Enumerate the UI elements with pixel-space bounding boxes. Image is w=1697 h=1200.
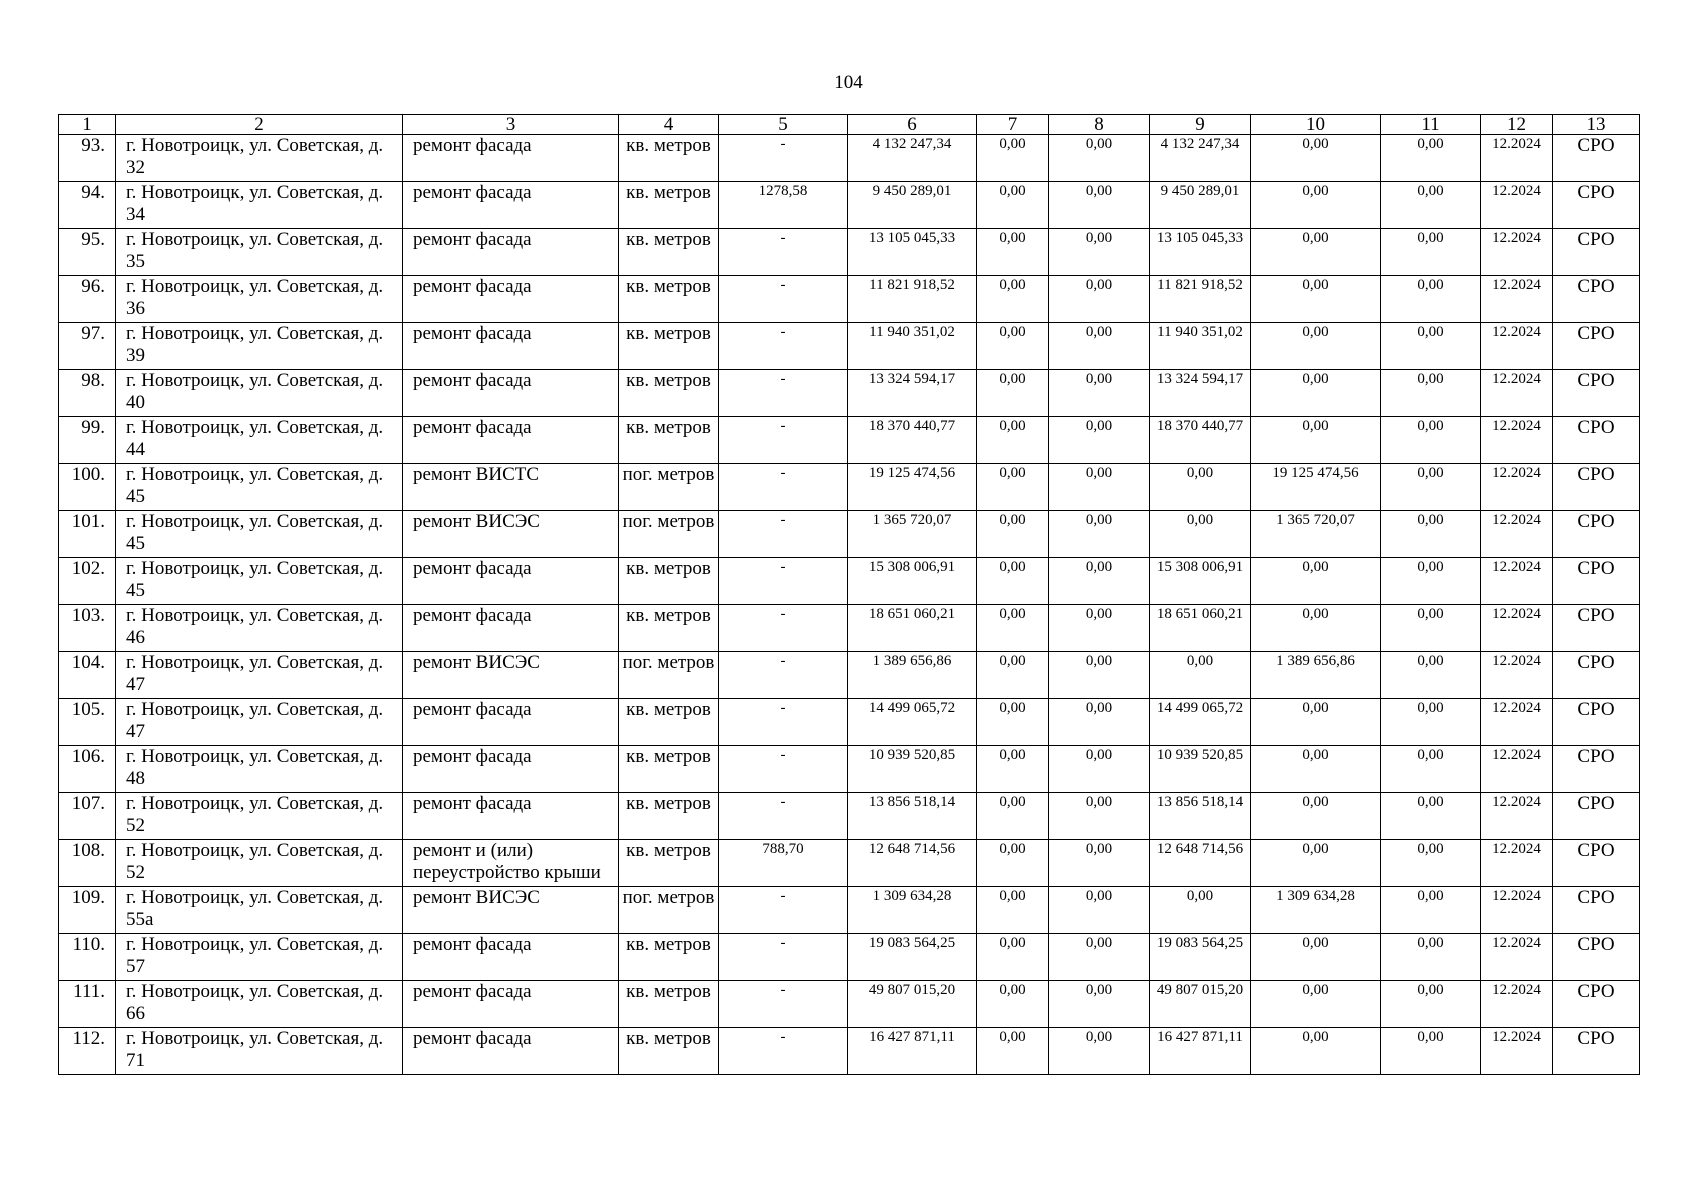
cost-col-11-cell: 0,00: [1381, 558, 1481, 605]
cost-col-8-cell: 0,00: [1049, 370, 1150, 417]
cost-col-7-cell: 0,00: [977, 605, 1049, 652]
funding-source-cell: СРО: [1553, 699, 1640, 746]
completion-date-cell: 12.2024: [1481, 887, 1553, 934]
row-number-cell: 97.: [59, 323, 116, 370]
volume-cell: -: [719, 370, 848, 417]
cost-col-9-cell: 0,00: [1150, 511, 1251, 558]
cost-col-10-cell: 1 389 656,86: [1251, 652, 1381, 699]
address-cell: г. Новотроицк, ул. Советская, д. 34: [116, 182, 403, 229]
unit-cell: кв. метров: [619, 699, 719, 746]
cost-col-11-cell: 0,00: [1381, 323, 1481, 370]
cost-col-7-cell: 0,00: [977, 558, 1049, 605]
row-number-cell: 99.: [59, 417, 116, 464]
cost-col-7-cell: 0,00: [977, 652, 1049, 699]
row-number-cell: 98.: [59, 370, 116, 417]
funding-source-cell: СРО: [1553, 981, 1640, 1028]
total-cost-cell: 9 450 289,01: [848, 182, 977, 229]
completion-date-cell: 12.2024: [1481, 605, 1553, 652]
unit-cell: кв. метров: [619, 934, 719, 981]
total-cost-cell: 19 083 564,25: [848, 934, 977, 981]
row-number-cell: 100.: [59, 464, 116, 511]
completion-date-cell: 12.2024: [1481, 840, 1553, 887]
row-number-cell: 109.: [59, 887, 116, 934]
table-row: [59, 229, 1640, 276]
funding-source-cell: СРО: [1553, 887, 1640, 934]
cost-col-11-cell: 0,00: [1381, 652, 1481, 699]
unit-cell: кв. метров: [619, 370, 719, 417]
row-number-cell: 105.: [59, 699, 116, 746]
cost-col-11-cell: 0,00: [1381, 840, 1481, 887]
volume-cell: 1278,58: [719, 182, 848, 229]
row-number-cell: 112.: [59, 1028, 116, 1075]
table-row: [59, 511, 1640, 558]
cost-col-7-cell: 0,00: [977, 840, 1049, 887]
cost-col-7-cell: 0,00: [977, 276, 1049, 323]
cost-col-8-cell: 0,00: [1049, 652, 1150, 699]
repair-schedule-table: [58, 114, 1640, 1075]
cost-col-8-cell: 0,00: [1049, 981, 1150, 1028]
table-row: [59, 417, 1640, 464]
funding-source-cell: СРО: [1553, 276, 1640, 323]
cost-col-8-cell: 0,00: [1049, 1028, 1150, 1075]
cost-col-10-cell: 19 125 474,56: [1251, 464, 1381, 511]
address-cell: г. Новотроицк, ул. Советская, д. 45: [116, 464, 403, 511]
column-header: 13: [1553, 115, 1640, 135]
unit-cell: кв. метров: [619, 229, 719, 276]
table-row: [59, 793, 1640, 840]
column-header: 3: [403, 115, 619, 135]
cost-col-11-cell: 0,00: [1381, 1028, 1481, 1075]
cost-col-9-cell: 0,00: [1150, 652, 1251, 699]
table-row: [59, 464, 1640, 511]
volume-cell: -: [719, 887, 848, 934]
funding-source-cell: СРО: [1553, 840, 1640, 887]
total-cost-cell: 14 499 065,72: [848, 699, 977, 746]
funding-source-cell: СРО: [1553, 746, 1640, 793]
cost-col-11-cell: 0,00: [1381, 464, 1481, 511]
cost-col-9-cell: 10 939 520,85: [1150, 746, 1251, 793]
table-row: [59, 887, 1640, 934]
unit-cell: кв. метров: [619, 1028, 719, 1075]
cost-col-9-cell: 9 450 289,01: [1150, 182, 1251, 229]
work-type-cell: ремонт фасада: [403, 370, 619, 417]
address-cell: г. Новотроицк, ул. Советская, д. 35: [116, 229, 403, 276]
unit-cell: пог. метров: [619, 652, 719, 699]
total-cost-cell: 49 807 015,20: [848, 981, 977, 1028]
volume-cell: -: [719, 558, 848, 605]
cost-col-9-cell: 11 821 918,52: [1150, 276, 1251, 323]
cost-col-9-cell: 19 083 564,25: [1150, 934, 1251, 981]
funding-source-cell: СРО: [1553, 934, 1640, 981]
volume-cell: -: [719, 652, 848, 699]
funding-source-cell: СРО: [1553, 558, 1640, 605]
volume-cell: -: [719, 605, 848, 652]
cost-col-8-cell: 0,00: [1049, 417, 1150, 464]
completion-date-cell: 12.2024: [1481, 417, 1553, 464]
volume-cell: -: [719, 511, 848, 558]
table-body: [59, 115, 1640, 1075]
cost-col-10-cell: 0,00: [1251, 182, 1381, 229]
table-row: [59, 135, 1640, 182]
volume-cell: -: [719, 1028, 848, 1075]
cost-col-11-cell: 0,00: [1381, 511, 1481, 558]
work-type-cell: ремонт и (или) переустройство крыши: [403, 840, 619, 887]
completion-date-cell: 12.2024: [1481, 276, 1553, 323]
completion-date-cell: 12.2024: [1481, 558, 1553, 605]
cost-col-9-cell: 14 499 065,72: [1150, 699, 1251, 746]
completion-date-cell: 12.2024: [1481, 699, 1553, 746]
cost-col-7-cell: 0,00: [977, 229, 1049, 276]
total-cost-cell: 18 370 440,77: [848, 417, 977, 464]
cost-col-8-cell: 0,00: [1049, 511, 1150, 558]
funding-source-cell: СРО: [1553, 464, 1640, 511]
completion-date-cell: 12.2024: [1481, 652, 1553, 699]
total-cost-cell: 13 856 518,14: [848, 793, 977, 840]
total-cost-cell: 18 651 060,21: [848, 605, 977, 652]
work-type-cell: ремонт фасада: [403, 699, 619, 746]
cost-col-8-cell: 0,00: [1049, 605, 1150, 652]
address-cell: г. Новотроицк, ул. Советская, д. 57: [116, 934, 403, 981]
work-type-cell: ремонт фасада: [403, 558, 619, 605]
total-cost-cell: 1 389 656,86: [848, 652, 977, 699]
cost-col-9-cell: 11 940 351,02: [1150, 323, 1251, 370]
cost-col-10-cell: 0,00: [1251, 135, 1381, 182]
cost-col-11-cell: 0,00: [1381, 276, 1481, 323]
cost-col-10-cell: 1 309 634,28: [1251, 887, 1381, 934]
cost-col-7-cell: 0,00: [977, 323, 1049, 370]
cost-col-11-cell: 0,00: [1381, 746, 1481, 793]
column-header: 11: [1381, 115, 1481, 135]
completion-date-cell: 12.2024: [1481, 1028, 1553, 1075]
unit-cell: кв. метров: [619, 323, 719, 370]
cost-col-9-cell: 0,00: [1150, 464, 1251, 511]
completion-date-cell: 12.2024: [1481, 511, 1553, 558]
cost-col-9-cell: 12 648 714,56: [1150, 840, 1251, 887]
completion-date-cell: 12.2024: [1481, 746, 1553, 793]
column-number-header-row: [59, 115, 1640, 135]
cost-col-11-cell: 0,00: [1381, 417, 1481, 464]
cost-col-10-cell: 0,00: [1251, 699, 1381, 746]
work-type-cell: ремонт фасада: [403, 182, 619, 229]
address-cell: г. Новотроицк, ул. Советская, д. 36: [116, 276, 403, 323]
unit-cell: пог. метров: [619, 887, 719, 934]
completion-date-cell: 12.2024: [1481, 135, 1553, 182]
completion-date-cell: 12.2024: [1481, 323, 1553, 370]
volume-cell: -: [719, 793, 848, 840]
cost-col-8-cell: 0,00: [1049, 699, 1150, 746]
cost-col-8-cell: 0,00: [1049, 887, 1150, 934]
cost-col-9-cell: 0,00: [1150, 887, 1251, 934]
work-type-cell: ремонт ВИСЭС: [403, 511, 619, 558]
volume-cell: -: [719, 699, 848, 746]
volume-cell: -: [719, 417, 848, 464]
total-cost-cell: 13 105 045,33: [848, 229, 977, 276]
table-row: [59, 182, 1640, 229]
work-type-cell: ремонт фасада: [403, 276, 619, 323]
cost-col-7-cell: 0,00: [977, 417, 1049, 464]
cost-col-11-cell: 0,00: [1381, 229, 1481, 276]
cost-col-10-cell: 0,00: [1251, 558, 1381, 605]
work-type-cell: ремонт ВИСТС: [403, 464, 619, 511]
table-row: [59, 746, 1640, 793]
row-number-cell: 104.: [59, 652, 116, 699]
cost-col-8-cell: 0,00: [1049, 135, 1150, 182]
work-type-cell: ремонт фасада: [403, 746, 619, 793]
cost-col-7-cell: 0,00: [977, 182, 1049, 229]
funding-source-cell: СРО: [1553, 417, 1640, 464]
unit-cell: пог. метров: [619, 464, 719, 511]
column-header: 8: [1049, 115, 1150, 135]
cost-col-11-cell: 0,00: [1381, 182, 1481, 229]
total-cost-cell: 11 821 918,52: [848, 276, 977, 323]
cost-col-8-cell: 0,00: [1049, 276, 1150, 323]
funding-source-cell: СРО: [1553, 370, 1640, 417]
total-cost-cell: 12 648 714,56: [848, 840, 977, 887]
cost-col-7-cell: 0,00: [977, 1028, 1049, 1075]
address-cell: г. Новотроицк, ул. Советская, д. 66: [116, 981, 403, 1028]
cost-col-10-cell: 0,00: [1251, 276, 1381, 323]
funding-source-cell: СРО: [1553, 793, 1640, 840]
cost-col-8-cell: 0,00: [1049, 746, 1150, 793]
row-number-cell: 95.: [59, 229, 116, 276]
funding-source-cell: СРО: [1553, 323, 1640, 370]
cost-col-7-cell: 0,00: [977, 887, 1049, 934]
funding-source-cell: СРО: [1553, 135, 1640, 182]
row-number-cell: 106.: [59, 746, 116, 793]
cost-col-9-cell: 49 807 015,20: [1150, 981, 1251, 1028]
unit-cell: кв. метров: [619, 182, 719, 229]
row-number-cell: 96.: [59, 276, 116, 323]
address-cell: г. Новотроицк, ул. Советская, д. 32: [116, 135, 403, 182]
table-row: [59, 370, 1640, 417]
volume-cell: -: [719, 135, 848, 182]
address-cell: г. Новотроицк, ул. Советская, д. 55а: [116, 887, 403, 934]
cost-col-7-cell: 0,00: [977, 793, 1049, 840]
work-type-cell: ремонт фасада: [403, 934, 619, 981]
volume-cell: 788,70: [719, 840, 848, 887]
work-type-cell: ремонт ВИСЭС: [403, 652, 619, 699]
address-cell: г. Новотроицк, ул. Советская, д. 48: [116, 746, 403, 793]
address-cell: г. Новотроицк, ул. Советская, д. 44: [116, 417, 403, 464]
cost-col-9-cell: 18 370 440,77: [1150, 417, 1251, 464]
funding-source-cell: СРО: [1553, 182, 1640, 229]
row-number-cell: 107.: [59, 793, 116, 840]
volume-cell: -: [719, 746, 848, 793]
table-row: [59, 981, 1640, 1028]
volume-cell: -: [719, 464, 848, 511]
address-cell: г. Новотроицк, ул. Советская, д. 46: [116, 605, 403, 652]
completion-date-cell: 12.2024: [1481, 182, 1553, 229]
row-number-cell: 94.: [59, 182, 116, 229]
column-header: 5: [719, 115, 848, 135]
table-row: [59, 558, 1640, 605]
cost-col-7-cell: 0,00: [977, 135, 1049, 182]
work-type-cell: ремонт фасада: [403, 417, 619, 464]
cost-col-10-cell: 0,00: [1251, 370, 1381, 417]
cost-col-10-cell: 0,00: [1251, 840, 1381, 887]
column-header: 6: [848, 115, 977, 135]
cost-col-10-cell: 0,00: [1251, 417, 1381, 464]
address-cell: г. Новотроицк, ул. Советская, д. 39: [116, 323, 403, 370]
column-header: 10: [1251, 115, 1381, 135]
unit-cell: кв. метров: [619, 840, 719, 887]
cost-col-10-cell: 0,00: [1251, 1028, 1381, 1075]
work-type-cell: ремонт фасада: [403, 135, 619, 182]
unit-cell: кв. метров: [619, 417, 719, 464]
unit-cell: кв. метров: [619, 135, 719, 182]
cost-col-8-cell: 0,00: [1049, 229, 1150, 276]
total-cost-cell: 10 939 520,85: [848, 746, 977, 793]
table-row: [59, 1028, 1640, 1075]
table-row: [59, 934, 1640, 981]
work-type-cell: ремонт фасада: [403, 229, 619, 276]
cost-col-7-cell: 0,00: [977, 746, 1049, 793]
column-header: 2: [116, 115, 403, 135]
column-header: 9: [1150, 115, 1251, 135]
cost-col-8-cell: 0,00: [1049, 464, 1150, 511]
row-number-cell: 93.: [59, 135, 116, 182]
funding-source-cell: СРО: [1553, 605, 1640, 652]
cost-col-9-cell: 13 856 518,14: [1150, 793, 1251, 840]
address-cell: г. Новотроицк, ул. Советская, д. 40: [116, 370, 403, 417]
unit-cell: кв. метров: [619, 276, 719, 323]
cost-col-8-cell: 0,00: [1049, 934, 1150, 981]
row-number-cell: 103.: [59, 605, 116, 652]
cost-col-11-cell: 0,00: [1381, 370, 1481, 417]
column-header: 1: [59, 115, 116, 135]
total-cost-cell: 4 132 247,34: [848, 135, 977, 182]
cost-col-9-cell: 13 324 594,17: [1150, 370, 1251, 417]
cost-col-11-cell: 0,00: [1381, 135, 1481, 182]
unit-cell: кв. метров: [619, 793, 719, 840]
table-row: [59, 276, 1640, 323]
work-type-cell: ремонт фасада: [403, 323, 619, 370]
row-number-cell: 102.: [59, 558, 116, 605]
cost-col-8-cell: 0,00: [1049, 558, 1150, 605]
cost-col-9-cell: 13 105 045,33: [1150, 229, 1251, 276]
cost-col-7-cell: 0,00: [977, 464, 1049, 511]
cost-col-11-cell: 0,00: [1381, 981, 1481, 1028]
cost-col-10-cell: 0,00: [1251, 229, 1381, 276]
table-row: [59, 605, 1640, 652]
row-number-cell: 108.: [59, 840, 116, 887]
total-cost-cell: 13 324 594,17: [848, 370, 977, 417]
table-row: [59, 652, 1640, 699]
completion-date-cell: 12.2024: [1481, 793, 1553, 840]
unit-cell: кв. метров: [619, 981, 719, 1028]
funding-source-cell: СРО: [1553, 229, 1640, 276]
address-cell: г. Новотроицк, ул. Советская, д. 45: [116, 511, 403, 558]
address-cell: г. Новотроицк, ул. Советская, д. 45: [116, 558, 403, 605]
cost-col-11-cell: 0,00: [1381, 887, 1481, 934]
cost-col-7-cell: 0,00: [977, 511, 1049, 558]
completion-date-cell: 12.2024: [1481, 370, 1553, 417]
address-cell: г. Новотроицк, ул. Советская, д. 71: [116, 1028, 403, 1075]
table-row: [59, 323, 1640, 370]
cost-col-7-cell: 0,00: [977, 370, 1049, 417]
volume-cell: -: [719, 981, 848, 1028]
completion-date-cell: 12.2024: [1481, 229, 1553, 276]
cost-col-8-cell: 0,00: [1049, 323, 1150, 370]
cost-col-10-cell: 0,00: [1251, 793, 1381, 840]
cost-col-11-cell: 0,00: [1381, 699, 1481, 746]
cost-col-9-cell: 4 132 247,34: [1150, 135, 1251, 182]
volume-cell: -: [719, 229, 848, 276]
table-row: [59, 699, 1640, 746]
cost-col-11-cell: 0,00: [1381, 793, 1481, 840]
column-header: 12: [1481, 115, 1553, 135]
cost-col-11-cell: 0,00: [1381, 934, 1481, 981]
work-type-cell: ремонт фасада: [403, 793, 619, 840]
column-header: 7: [977, 115, 1049, 135]
column-header: 4: [619, 115, 719, 135]
completion-date-cell: 12.2024: [1481, 981, 1553, 1028]
cost-col-7-cell: 0,00: [977, 699, 1049, 746]
total-cost-cell: 11 940 351,02: [848, 323, 977, 370]
funding-source-cell: СРО: [1553, 1028, 1640, 1075]
work-type-cell: ремонт фасада: [403, 981, 619, 1028]
volume-cell: -: [719, 934, 848, 981]
funding-source-cell: СРО: [1553, 511, 1640, 558]
unit-cell: кв. метров: [619, 558, 719, 605]
unit-cell: кв. метров: [619, 605, 719, 652]
work-type-cell: ремонт ВИСЭС: [403, 887, 619, 934]
total-cost-cell: 16 427 871,11: [848, 1028, 977, 1075]
completion-date-cell: 12.2024: [1481, 934, 1553, 981]
volume-cell: -: [719, 323, 848, 370]
total-cost-cell: 15 308 006,91: [848, 558, 977, 605]
page-number: 104: [834, 72, 863, 93]
total-cost-cell: 1 365 720,07: [848, 511, 977, 558]
cost-col-10-cell: 0,00: [1251, 934, 1381, 981]
cost-col-9-cell: 16 427 871,11: [1150, 1028, 1251, 1075]
funding-source-cell: СРО: [1553, 652, 1640, 699]
address-cell: г. Новотроицк, ул. Советская, д. 52: [116, 793, 403, 840]
volume-cell: -: [719, 276, 848, 323]
work-type-cell: ремонт фасада: [403, 1028, 619, 1075]
total-cost-cell: 1 309 634,28: [848, 887, 977, 934]
table-row: [59, 840, 1640, 887]
cost-col-10-cell: 1 365 720,07: [1251, 511, 1381, 558]
cost-col-7-cell: 0,00: [977, 981, 1049, 1028]
cost-col-7-cell: 0,00: [977, 934, 1049, 981]
cost-col-9-cell: 18 651 060,21: [1150, 605, 1251, 652]
cost-col-9-cell: 15 308 006,91: [1150, 558, 1251, 605]
cost-col-8-cell: 0,00: [1049, 840, 1150, 887]
cost-col-8-cell: 0,00: [1049, 793, 1150, 840]
address-cell: г. Новотроицк, ул. Советская, д. 47: [116, 652, 403, 699]
completion-date-cell: 12.2024: [1481, 464, 1553, 511]
cost-col-8-cell: 0,00: [1049, 182, 1150, 229]
row-number-cell: 101.: [59, 511, 116, 558]
address-cell: г. Новотроицк, ул. Советская, д. 47: [116, 699, 403, 746]
cost-col-11-cell: 0,00: [1381, 605, 1481, 652]
unit-cell: кв. метров: [619, 746, 719, 793]
cost-col-10-cell: 0,00: [1251, 981, 1381, 1028]
cost-col-10-cell: 0,00: [1251, 746, 1381, 793]
row-number-cell: 110.: [59, 934, 116, 981]
unit-cell: пог. метров: [619, 511, 719, 558]
address-cell: г. Новотроицк, ул. Советская, д. 52: [116, 840, 403, 887]
cost-col-10-cell: 0,00: [1251, 605, 1381, 652]
work-type-cell: ремонт фасада: [403, 605, 619, 652]
total-cost-cell: 19 125 474,56: [848, 464, 977, 511]
cost-col-10-cell: 0,00: [1251, 323, 1381, 370]
row-number-cell: 111.: [59, 981, 116, 1028]
